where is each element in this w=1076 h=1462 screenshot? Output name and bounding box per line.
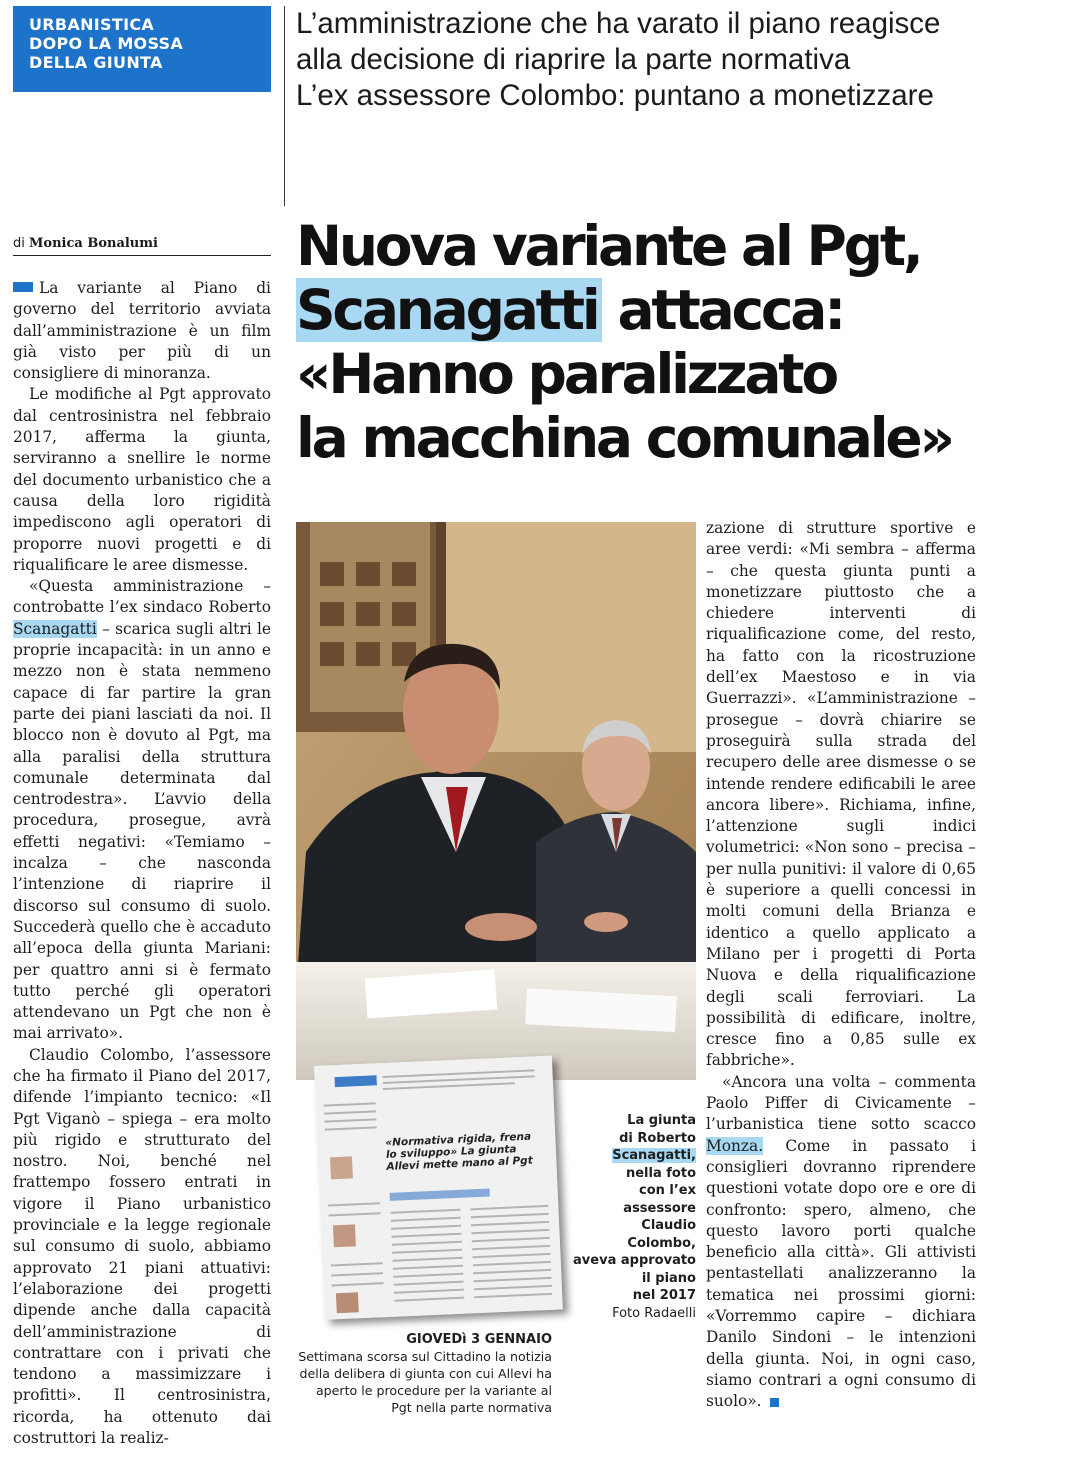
caption-line: assessore	[623, 1200, 696, 1216]
caption-line: La giunta	[627, 1113, 696, 1128]
paragraph	[13, 278, 271, 384]
section-tag-line: DOPO LA MOSSA	[29, 34, 184, 53]
article-column-2	[706, 518, 976, 1412]
section-tag-line: DELLA GIUNTA	[29, 53, 163, 72]
headline-line-rest: attacca:	[601, 278, 844, 342]
paragraph: zazione di strutture sportive e aree verdi: «Mi sembra – afferma – che questa giunta punti a monetizzare piuttosto che a chiedere interventi di riqualificazione come, del resto, ha fatto con la ricostruzione dell’ex Maestoso e in via Guerrazzi». «L’amministrazione – prosegue – dovrà chiarire se proseguirà sulla strada del recupero delle aree dismesse o se intende rendere edificabili le aree ancora libere». Richiama, infine, l’attenzione sugli indici volumetrici: «Non sono – precisa – per nulla punitivi: il valore di 0,65 è superiore a quelli concessi in molti comuni della Brianza e identico a quello applicato a Milano per i progetti di Porta Nuova e della riqualificazione degli scali ferroviari. La possibilità di edificare, inoltre, cresce fino a 0,85 sulle ex fabbriche».	[706, 519, 976, 1070]
vertical-divider	[284, 6, 285, 206]
section-tag	[13, 6, 271, 92]
paragraph-text: La variante al Piano di governo del territorio avviata dall’amministrazione è un film già visto per più di un consigliere di minoranza.	[13, 279, 271, 383]
caption-line: con l’ex	[638, 1183, 696, 1198]
paragraph	[13, 576, 271, 1045]
headline-line: Nuova variante al Pgt,	[296, 214, 921, 278]
photo-caption	[560, 1112, 696, 1322]
highlighted-name: Scanagatti	[13, 619, 97, 638]
caption-line: il piano	[641, 1270, 696, 1286]
caption-line: Colombo,	[627, 1235, 696, 1251]
section-tag-line: URBANISTICA	[29, 15, 155, 34]
clipping-caption	[296, 1330, 552, 1416]
paragraph-text: Come in passato i consiglieri dovranno riprendere questioni votate dopo ore e ore di confronto: spero, almeno, che questo lavoro porti qualche beneficio alla città». Gli attivisti pentastellati analizzeranno la tematica nei prossimi giorni: «Vorremmo capire – dichiara Danilo Sindoni – le intenzioni della giunta. Noi, in ogni caso, siamo contrari a ogni consumo di suolo».	[706, 1136, 976, 1411]
headline	[296, 214, 1066, 470]
headline-line	[296, 278, 1066, 342]
kicker	[296, 6, 1056, 114]
caption-highlighted-name: Scanagatti,	[612, 1148, 696, 1163]
caption-line: aveva approvato	[573, 1253, 696, 1268]
kicker-line: L’ex assessore Colombo: puntano a monetizzare	[296, 79, 934, 112]
byline-prefix: di	[13, 236, 25, 251]
paragraph	[706, 1072, 976, 1413]
headline-line: «Hanno paralizzato	[296, 342, 836, 406]
photo-credit: Foto Radaelli	[612, 1305, 696, 1321]
caption-line: di Roberto	[619, 1130, 696, 1146]
headline-line: la macchina comunale»	[296, 406, 952, 470]
byline	[13, 236, 271, 256]
kicker-line: L’amministrazione che ha varato il piano reagisce	[296, 7, 941, 40]
highlighted-city: Monza.	[706, 1136, 764, 1155]
photo-illustration	[296, 522, 696, 1080]
caption-line: nel 2017	[632, 1288, 696, 1303]
caption-line: Claudio	[641, 1218, 696, 1233]
newspaper-clipping	[314, 1056, 563, 1320]
paragraph: Le modifiche al Pgt approvato dal centrosinistra nel febbraio 2017, afferma la giunta, serviranno a snellire le norme del documento urbanistico che a causa della loro rigidità impediscono agli operatori di proporre nuovi progetti e di riqualificare le aree dismesse.	[13, 385, 271, 574]
clipping-caption-date: GIOVEDì 3 GENNAIO	[406, 1332, 552, 1347]
clipping-page-illustration	[314, 1056, 563, 1320]
caption-line: nella foto	[625, 1165, 696, 1181]
photo-press-conference	[296, 522, 696, 1080]
paragraph-text: «Questa amministrazione – controbatte l’ex sindaco Roberto	[13, 577, 271, 617]
kicker-line: alla decisione di riaprire la parte normativa	[296, 43, 851, 76]
paragraph-marker-icon	[13, 282, 33, 292]
end-of-article-icon	[770, 1398, 779, 1407]
clipping-caption-text: Settimana scorsa sul Cittadino la notizia della delibera di giunta con cui Allevi ha aperto le procedure per la variante al Pgt nella parte normativa	[298, 1349, 552, 1415]
paragraph: Claudio Colombo, l’assessore che ha firmato il Piano del 2017, difende l’impianto tecnico: «Il Pgt Viganò – spiega – era molto più rigido e strutturato del nostro. Noi, benché nel frattempo fossero entrati in vigore il Piano urbanistico provinciale e la legge regionale sul consumo di suolo, abbiamo approvato 21 piani attuativi: l’elaborazione dei progetti dipende anche dalla capacità dell’amministrazione di contrattare con i privati che tendono a massimizzare i profitti». Il centrosinistra, ricorda, ha ottenuto dai costruttori la realiz-	[13, 1045, 271, 1448]
byline-author: Monica Bonalumi	[29, 236, 158, 251]
article-column-1	[13, 278, 271, 1449]
headline-highlighted-name: Scanagatti	[296, 278, 602, 342]
paragraph-text: – scarica sugli altri le proprie incapacità: in un anno e mezzo non è stata nemmeno capace di far partire la gran parte dei piani lasciati da noi. Il blocco non è dovuto al Pgt, ma alla paralisi della struttura comunale determinata dal centrodestra». L’avvio della procedura, prosegue, avrà effetti negativi: «Temiamo – incalza – che nasconda l’intenzione di riaprire il discorso sul consumo di suolo. Succederà quello che è accaduto all’epoca della giunta Mariani: per quattro anni si è fermato tutto perché gli operatori attendevano un Pgt che non è mai arrivato».	[13, 619, 271, 1043]
paragraph-text: «Ancora una volta – commenta Paolo Piffer di Civicamente – l’urbanistica tiene sotto scacco	[706, 1072, 976, 1134]
clipping-headline: «Normativa rigida, frena lo sviluppo» La giunta Allevi mette mano al Pgt	[385, 1130, 533, 1173]
